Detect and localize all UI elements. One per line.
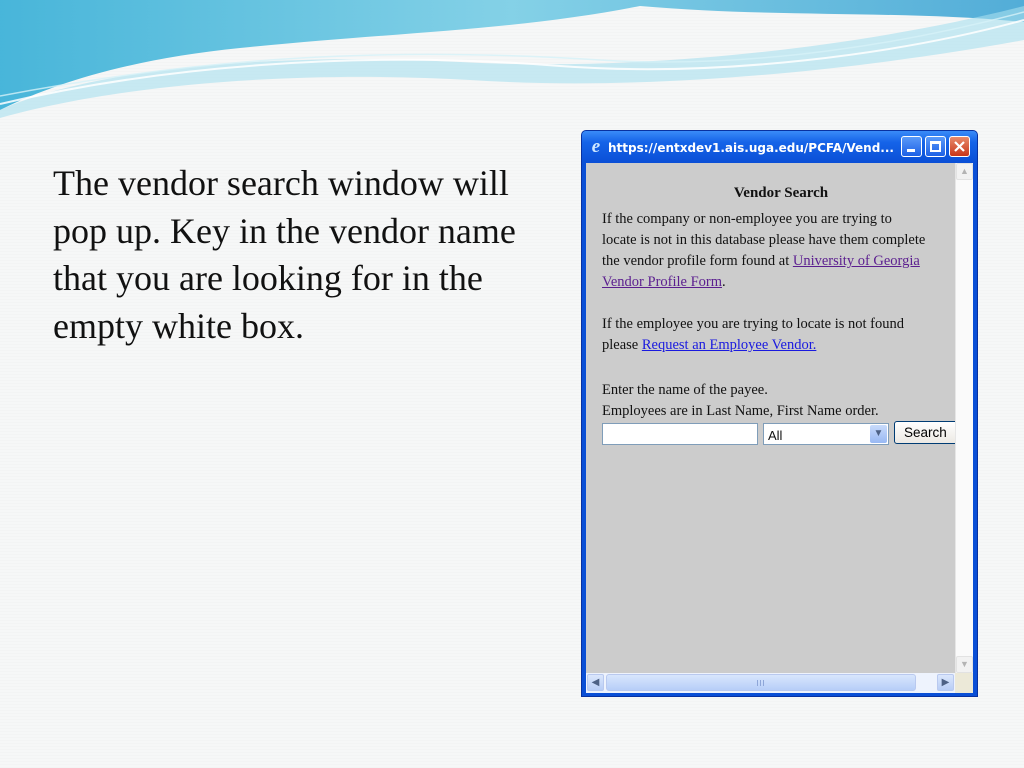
scrollbar-corner: [955, 673, 973, 693]
vendor-profile-form-link-cont[interactable]: Vendor Profile Form: [602, 274, 723, 290]
paragraph-text: .: [722, 274, 726, 290]
minimize-icon: [907, 149, 915, 152]
paragraph-line: If the company or non-employee you are trying to: [602, 211, 892, 227]
internet-explorer-icon: e: [591, 136, 601, 157]
grip-icon: [757, 680, 765, 686]
scroll-down-icon[interactable]: ▼: [956, 656, 973, 673]
paragraph-line: [602, 251, 955, 272]
payee-instructions: [602, 380, 955, 422]
vendor-profile-paragraph: [602, 209, 955, 293]
maximize-button[interactable]: [925, 136, 946, 157]
page-title: Vendor Search: [733, 185, 829, 201]
employee-vendor-paragraph: [602, 314, 955, 356]
request-employee-vendor-link[interactable]: Request an Employee Vendor.: [641, 337, 817, 353]
scroll-left-icon[interactable]: ◀: [587, 674, 604, 691]
vendor-profile-form-link[interactable]: University of Georgia: [792, 253, 920, 269]
wave-decoration: [0, 0, 1024, 120]
paragraph-line: If the employee you are trying to locate is not found: [602, 316, 904, 332]
paragraph-line: [602, 335, 955, 356]
scroll-right-icon[interactable]: ▶: [937, 674, 954, 691]
paragraph-line: Enter the name of the payee.: [602, 382, 768, 398]
vendor-type-select[interactable]: [763, 423, 889, 445]
paragraph-text: please: [602, 337, 642, 353]
vertical-scrollbar[interactable]: [955, 163, 973, 673]
vendor-name-input[interactable]: [602, 423, 758, 445]
vendor-search-popup-window: [581, 130, 978, 697]
close-icon: [950, 137, 969, 156]
paragraph-line: locate is not in this database please have them complete: [602, 232, 926, 248]
scroll-thumb[interactable]: [606, 674, 916, 691]
window-title: https://entxdev1.ais.uga.edu/PCFA/Vend...: [608, 141, 894, 155]
vendor-search-page: [586, 163, 955, 673]
select-value: All: [768, 428, 783, 443]
window-client-area: [586, 163, 973, 693]
chevron-down-icon[interactable]: ▼: [870, 425, 887, 443]
paragraph-text: the vendor profile form found at: [602, 253, 793, 269]
minimize-button[interactable]: [901, 136, 922, 157]
window-titlebar[interactable]: [582, 131, 977, 163]
search-button[interactable]: Search: [894, 421, 955, 444]
close-button[interactable]: [949, 136, 970, 157]
horizontal-scrollbar[interactable]: [586, 673, 955, 693]
scroll-up-icon[interactable]: ▲: [956, 163, 973, 180]
paragraph-line: Employees are in Last Name, First Name order.: [602, 403, 879, 419]
paragraph-line: [602, 272, 955, 293]
slide-instruction-text: The vendor search window will pop up. Key in the vendor name that you are looking for in the empty white box.: [53, 163, 516, 346]
maximize-icon: [930, 141, 941, 152]
